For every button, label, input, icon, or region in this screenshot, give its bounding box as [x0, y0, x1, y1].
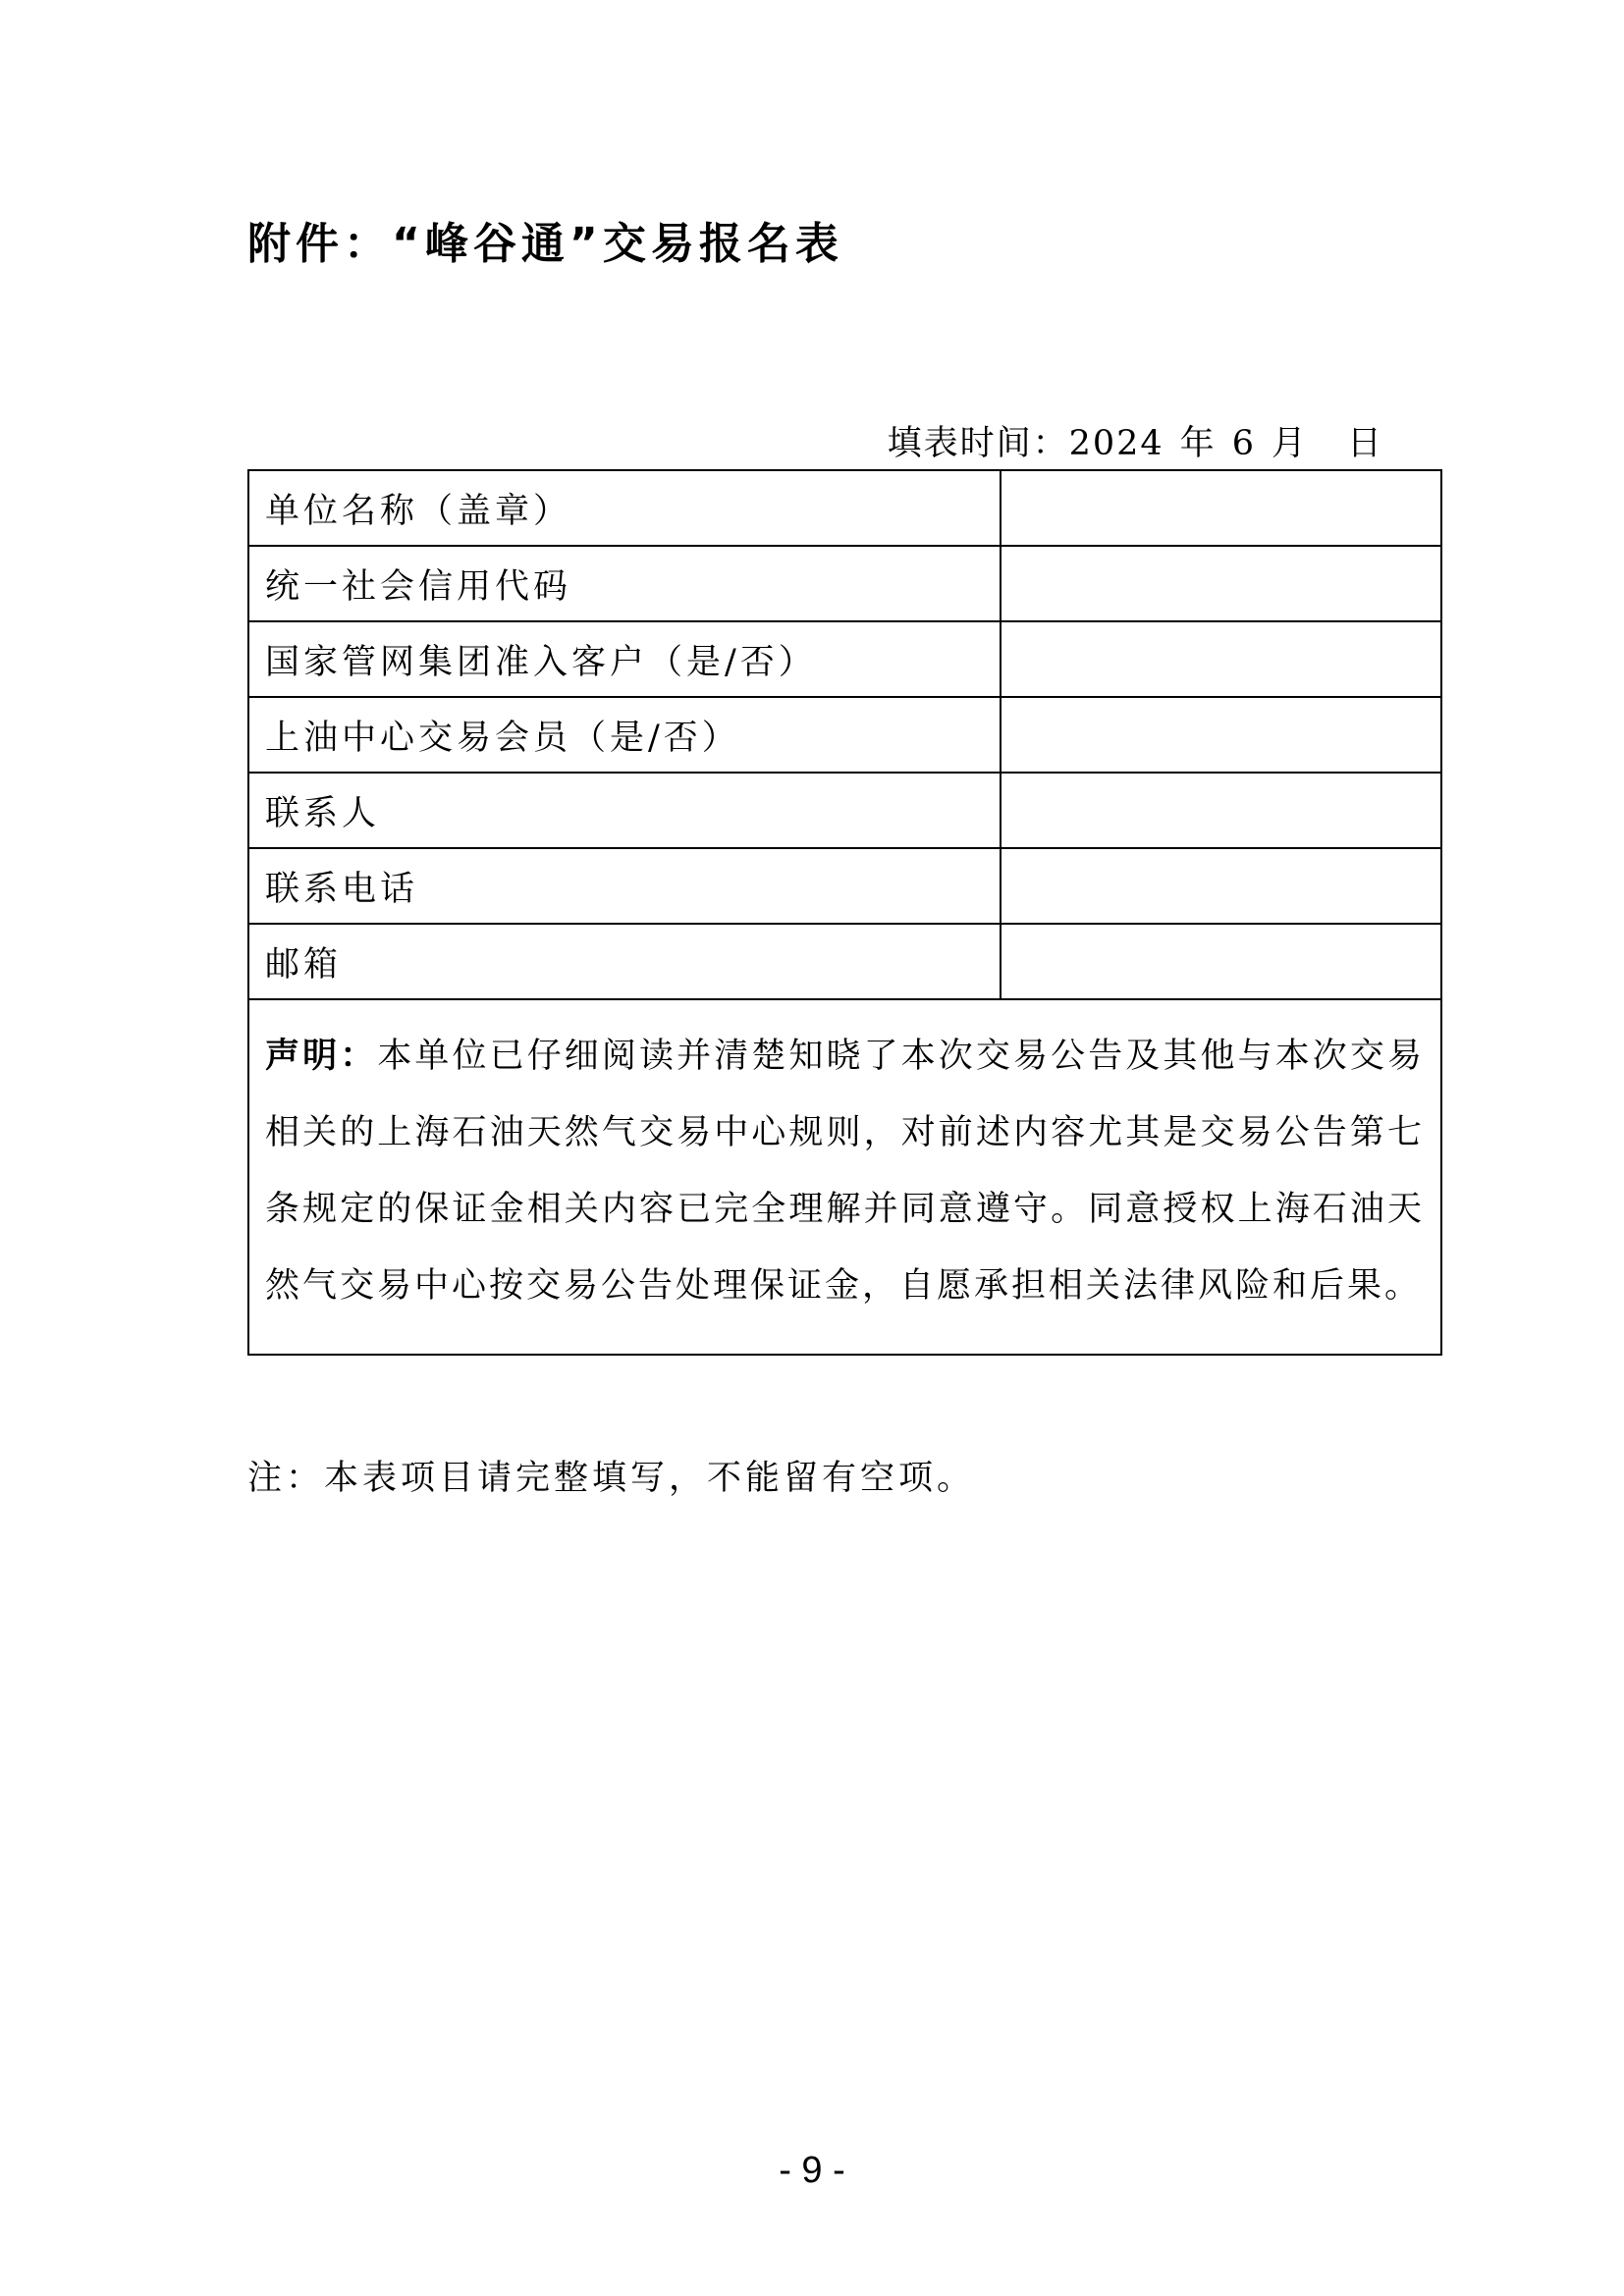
form-row-pipenet-customer	[248, 621, 1441, 697]
contact-person-label: 联系人	[248, 773, 1001, 848]
registration-form	[247, 469, 1442, 1356]
statement	[248, 999, 1441, 1355]
exchange-member-field[interactable]	[1001, 697, 1441, 773]
company-name-label: 单位名称（盖章）	[248, 470, 1001, 546]
email-field[interactable]	[1001, 924, 1441, 999]
page-number: - 9 -	[779, 2150, 845, 2191]
fill-date-label: 填表时间：	[887, 424, 1069, 463]
pipenet-customer-field[interactable]	[1001, 621, 1441, 697]
page-title: 附件：“峰谷通”交易报名表	[247, 219, 843, 269]
email-label: 邮箱	[248, 924, 1001, 999]
company-name-field[interactable]	[1001, 470, 1441, 546]
fill-date	[888, 416, 1383, 465]
fill-date-month-unit: 月	[1271, 424, 1308, 463]
form-note: 注：本表项目请完整填写，不能留有空项。	[247, 1459, 976, 1498]
form-row-contact-phone	[248, 848, 1441, 924]
contact-person-field[interactable]	[1001, 773, 1441, 848]
form-row-company-name	[248, 470, 1441, 546]
form-row-email	[248, 924, 1441, 999]
form-row-statement	[248, 999, 1441, 1355]
statement-label: 声明：	[265, 1037, 378, 1076]
pipenet-customer-label: 国家管网集团准入客户（是/否）	[248, 621, 1001, 697]
statement-text: 本单位已仔细阅读并清楚知晓了本次交易公告及其他与本次交易相关的上海石油天然气交易中心规则，对前述内容尤其是交易公告第七条规定的保证金相关内容已完全理解并同意遵守。同意授权上海石油天然气交易中心按交易公告处理保证金，自愿承担相关法律风险和后果。	[265, 1037, 1425, 1306]
exchange-member-label: 上油中心交易会员（是/否）	[248, 697, 1001, 773]
form-row-contact-person	[248, 773, 1441, 848]
credit-code-label: 统一社会信用代码	[248, 546, 1001, 621]
fill-date-year-unit: 年	[1179, 424, 1217, 463]
fill-date-year: 2024	[1068, 424, 1164, 463]
contact-phone-field[interactable]	[1001, 848, 1441, 924]
form-row-credit-code	[248, 546, 1441, 621]
fill-date-month: 6	[1231, 424, 1256, 463]
form-row-exchange-member	[248, 697, 1441, 773]
credit-code-field[interactable]	[1001, 546, 1441, 621]
contact-phone-label: 联系电话	[248, 848, 1001, 924]
fill-date-day-unit: 日	[1346, 424, 1383, 463]
